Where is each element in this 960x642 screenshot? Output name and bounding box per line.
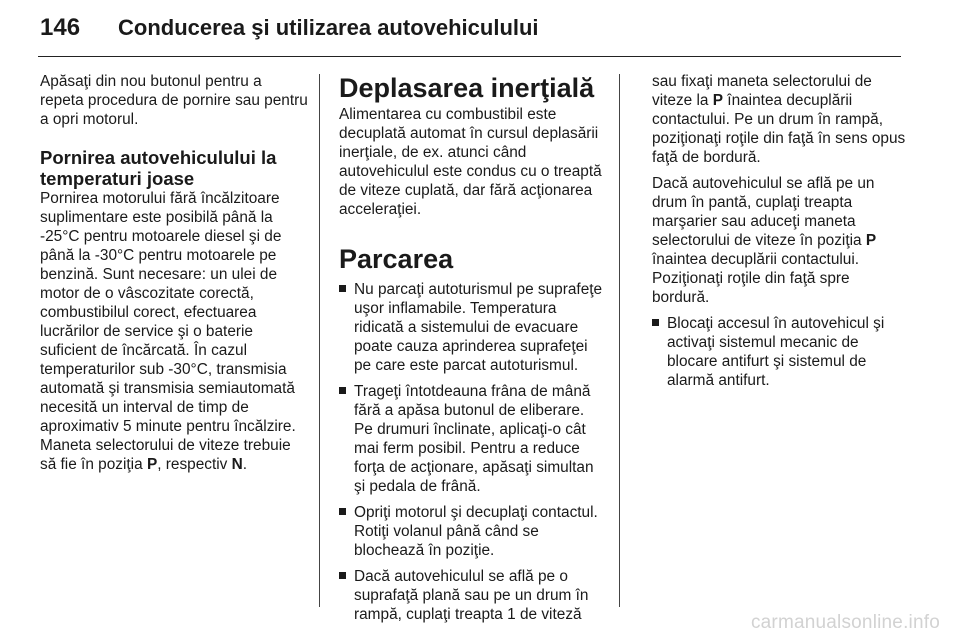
- downhill-paragraph: [652, 174, 910, 307]
- sentence-end: .: [242, 456, 248, 473]
- cold-start-heading: Pornirea autovehiculului la temperaturi joase: [40, 147, 277, 189]
- continued-text-a: sau fixaţi maneta selectorului de viteze la: [652, 73, 872, 109]
- column-divider-left: [319, 74, 320, 607]
- column-right: [652, 72, 910, 397]
- continued-text-b: înaintea decuplării contactului. Pe un drum în rampă, poziţionaţi roţile din faţă în sens opus faţă de bordură.: [652, 92, 906, 166]
- list-item: [339, 567, 607, 624]
- bullet-square-icon: [339, 285, 346, 292]
- bullet-square-icon: [339, 508, 346, 515]
- list-item: [339, 382, 607, 496]
- security-list: [652, 314, 910, 390]
- page-number: 146: [40, 14, 81, 41]
- list-item: [339, 280, 607, 375]
- parking-heading: Parcarea: [339, 244, 454, 274]
- header-rule: [38, 56, 901, 57]
- cold-start-paragraph: [40, 189, 308, 474]
- inertial-heading: Deplasarea inerţială: [339, 73, 595, 103]
- continued-paragraph: [652, 72, 910, 167]
- list-item-text: Blocaţi accesul în autovehicul şi activaţi sistemul mecanic de blocare antifurt şi sistemul de alarmă antifurt.: [667, 315, 885, 389]
- position-p-label: P: [146, 456, 158, 473]
- list-item-text: Dacă autovehiculul se află pe o suprafaţă plană sau pe un drum în rampă, cuplaţi treapta 1 de viteză: [354, 568, 589, 623]
- watermark: carmanualsonline.info: [750, 612, 940, 633]
- list-item: [339, 503, 607, 560]
- column-middle: [339, 72, 607, 631]
- page-title: Conducerea şi utilizarea autovehiculului: [118, 15, 539, 40]
- position-n-label: N: [231, 456, 243, 473]
- list-item-text: Opriţi motorul şi decuplaţi contactul. Rotiţi volanul până când se blochează în poziţie.: [354, 504, 598, 559]
- downhill-text-a: Dacă autovehiculul se află pe un drum în pantă, cuplaţi treapta marşarier sau aduceţi maneta selectorului de viteze în poziţia: [652, 175, 875, 249]
- inertial-paragraph: Alimentarea cu combustibil este decuplată automat în cursul deplasării inerţiale, de ex. atunci când autovehiculul este condus cu o treaptă de viteze cuplată, dar fără acţionarea acceleraţiei.: [339, 106, 602, 218]
- column-divider-right: [619, 74, 620, 607]
- page-header: [40, 14, 900, 54]
- list-item-text: Nu parcaţi autoturismul pe suprafeţe uşor inflamabile. Temperatura ridicată a sistemului de evacuare poate cauza aprinderea suprafeţei pe care este parcat autoturismul.: [354, 281, 603, 374]
- position-p-label: P: [865, 232, 877, 249]
- cold-start-text: Pornirea motorului fără încălzitoare suplimentare este posibilă până la -25°C pentru motoarele diesel şi de până la -30°C pentru motoarele pe benzină. Sunt necesare: un ulei de motor de o vâscozitate corectă, combustibilul corect, efectuarea lucrărilor de service şi o baterie suficient de încărcată. În cazul temperaturilor sub -30°C, transmisia automată şi transmisia semiautomată necesită un interval de timp de aproximativ 5 minute pentru încălzire. Maneta selectorului de viteze trebuie să fie în poziţia: [40, 190, 296, 473]
- list-item-text: Trageţi întotdeauna frâna de mână fără a apăsa butonul de eliberare. Pe drumuri înclinate, aplicaţi-o cât mai ferm posibil. Pentru a reduce forţa de acţionare, apăsaţi simultan şi pedala de frână.: [354, 383, 594, 495]
- bullet-square-icon: [339, 387, 346, 394]
- respectiv-text: , respectiv: [157, 456, 232, 473]
- position-p-label: P: [712, 92, 724, 109]
- intro-paragraph: Apăsaţi din nou butonul pentru a repeta procedura de pornire sau pentru a opri motorul.: [40, 73, 308, 128]
- downhill-text-b: înaintea decuplării contactului. Poziţionaţi roţile din faţă spre bordură.: [652, 251, 860, 306]
- parking-list: [339, 280, 607, 624]
- bullet-square-icon: [652, 319, 659, 326]
- bullet-square-icon: [339, 572, 346, 579]
- column-left: [40, 72, 308, 474]
- list-item: [652, 314, 910, 390]
